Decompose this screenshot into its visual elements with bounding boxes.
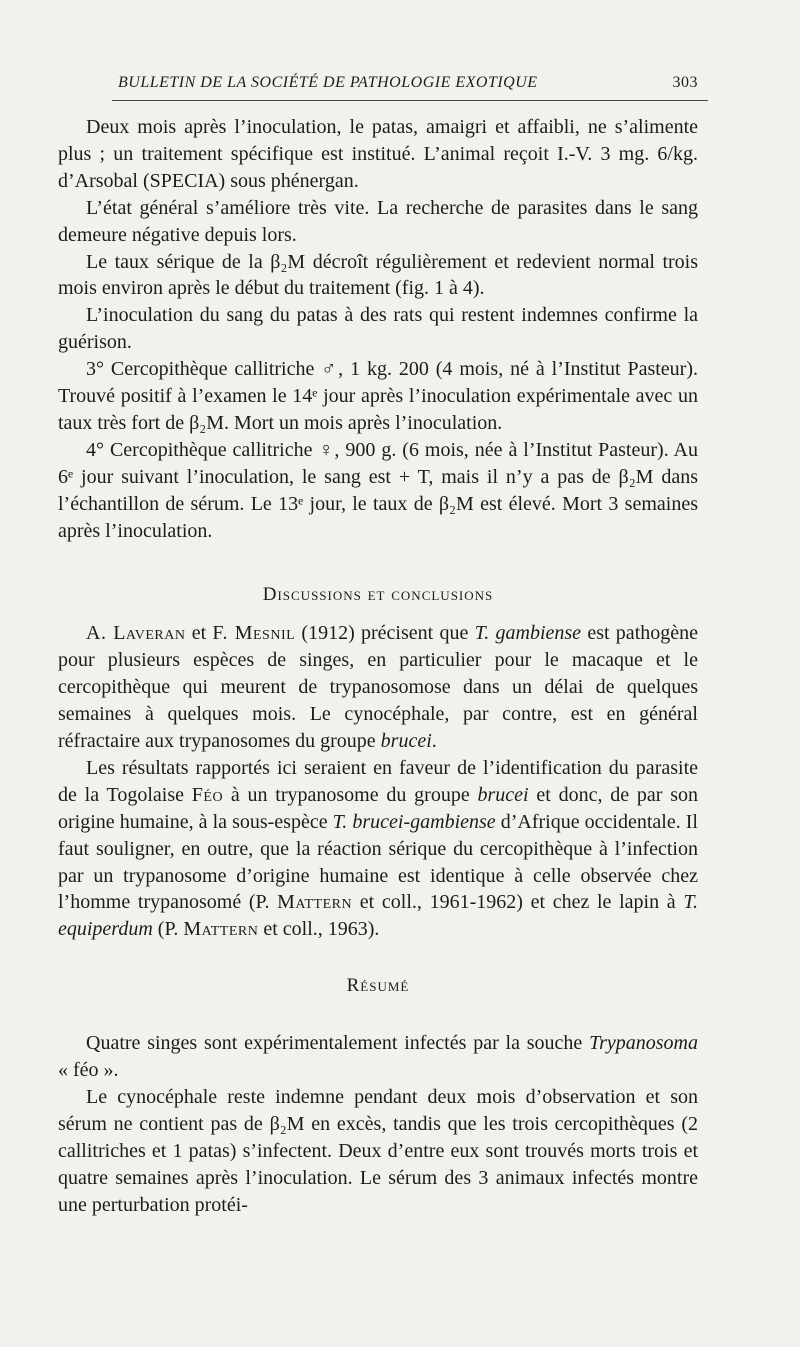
text-run: (1912) précisent que: [295, 622, 475, 645]
text-run: Quatre singes sont expérimentalement infectés par la souche: [86, 1032, 590, 1055]
paragraph: [58, 755, 698, 943]
paragraph: L’inoculation du sang du patas à des rats qui restent indemnes confirme la guérison.: [58, 304, 698, 354]
section-title-discussions: Discussions et conclusions: [262, 583, 494, 605]
author-name: A. Laveran: [86, 622, 186, 645]
species-group: brucei: [380, 730, 432, 753]
section-title-resume: Résumé: [346, 975, 410, 997]
species-group: brucei: [477, 783, 529, 806]
text-run: « féo ».: [58, 1059, 119, 1082]
page-number: 303: [672, 74, 698, 91]
text-run: (P.: [152, 918, 184, 941]
paragraph: Le taux sérique de la β₂M décroît régulièrement et redevient normal trois mois environ après le début du traitement (fig. 1 à 4).: [58, 250, 698, 300]
paragraph: Le cynocéphale reste indemne pendant deux mois d’observation et son sérum ne contient pas de β₂M en excès, tandis que les trois cercopithèques (2 callitriches et 1 patas) s’infectent. Deux d’entre eux sont trouvés morts trois et quatre semaines après l’inoculation. Le sérum des 3 animaux infectés montre une perturbation protéi-: [58, 1086, 698, 1216]
text-run: et donc, de par son origine humaine, à la sous-espèce: [58, 783, 698, 833]
author-name: Mattern: [183, 918, 259, 941]
text-run: d’Afrique occidentale. Il faut souligner, en outre, que la réaction sérique du cercopithèque à l’infection par un trypanosome d’origine humaine est identique à celle observée chez l’homme trypanosomé (P.: [58, 810, 698, 914]
running-title: BULLETIN DE LA SOCIÉTÉ DE PATHOLOGIE EXOTIQUE: [118, 74, 538, 91]
patient-name: Féo: [191, 783, 224, 806]
header-rule: [112, 100, 708, 101]
text-run: et: [185, 622, 213, 645]
text-run: Les résultats rapportés ici seraient en faveur de l’identification du parasite de la Togolaise: [58, 756, 698, 806]
species-name: T. equiperdum: [58, 891, 698, 941]
genus-name: Trypanosoma: [589, 1032, 698, 1055]
paragraph: Deux mois après l’inoculation, le patas, amaigri et affaibli, ne s’alimente plus ; un traitement spécifique est institué. L’animal reçoit I.-V. 3 mg. 6/kg. d’Arsobal (SPECIA) sous phénergan.: [58, 116, 698, 192]
paragraph: L’état général s’améliore très vite. La recherche de parasites dans le sang demeure négative depuis lors.: [58, 196, 698, 246]
species-name: T. gambiense: [474, 622, 582, 645]
text-run: à un trypanosome du groupe: [223, 783, 478, 806]
author-name: F. Mesnil: [212, 622, 296, 645]
paragraph: [58, 1030, 698, 1084]
body-text: [58, 114, 698, 1219]
text-run: est pathogène pour plusieurs espèces de singes, en particulier pour le macaque et le cercopithèque qui meurent de trypanosomose dans un délai de quelques semaines à quelques mois. Le cynocéphale, par contre, est en général réfractaire aux trypanosomes du groupe: [58, 622, 698, 753]
species-name: T. brucei-gambiense: [332, 810, 496, 833]
paragraph: [58, 620, 698, 755]
paragraph: 3° Cercopithèque callitriche ♂, 1 kg. 200 (4 mois, né à l’Institut Pasteur). Trouvé positif à l’examen le 14ᵉ jour après l’inoculation expérimentale avec un taux très fort de β₂M. Mort un mois après l’inoculation.: [58, 358, 698, 434]
text-run: et coll., 1961-1962) et chez le lapin à: [352, 891, 684, 914]
paragraph: 4° Cercopithèque callitriche ♀, 900 g. (6 mois, née à l’Institut Pasteur). Au 6ᵉ jour suivant l’inoculation, le sang est + T, mais il n’y a pas de β₂M dans l’échantillon de sérum. Le 13ᵉ jour, le taux de β₂M est élevé. Mort 3 semaines après l’inoculation.: [58, 438, 698, 542]
author-name: Mattern: [277, 891, 353, 914]
text-run: .: [431, 730, 437, 753]
text-run: et coll., 1963).: [258, 918, 380, 941]
